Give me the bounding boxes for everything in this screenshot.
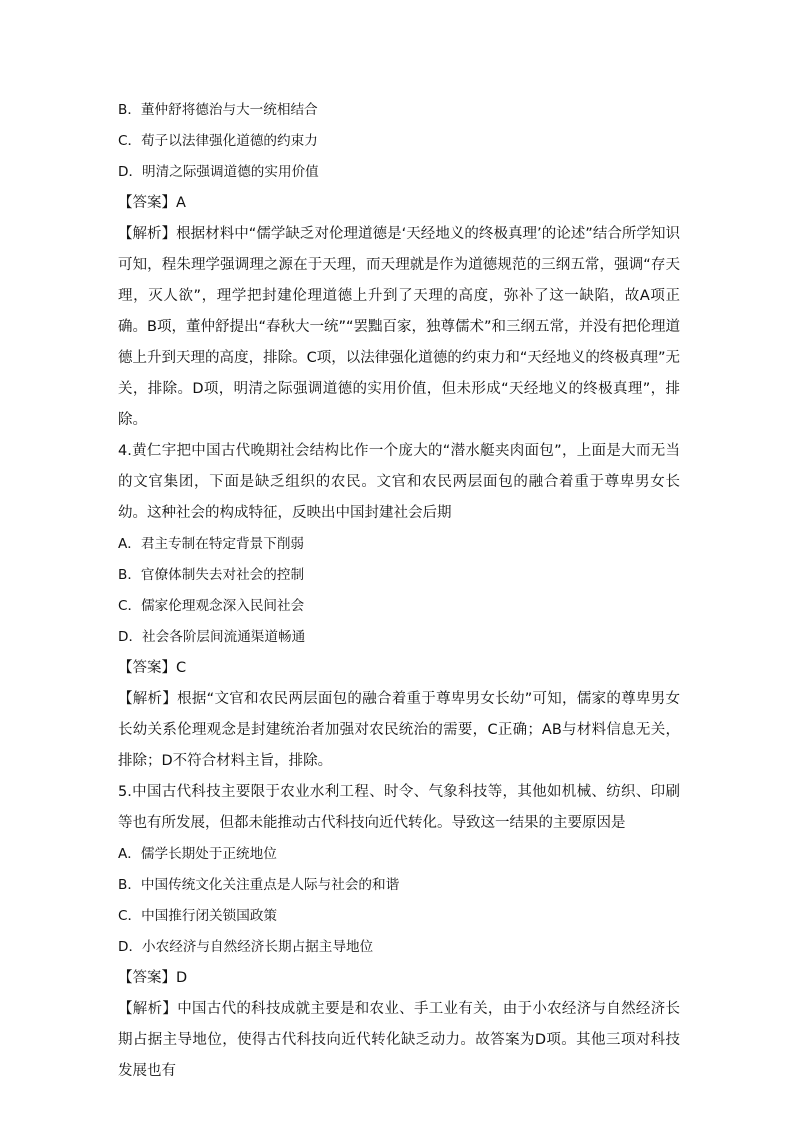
q3-option-b: B．董仲舒将德治与大一统相结合	[118, 102, 318, 118]
q5-option-d: D．小农经济与自然经济长期占据主导地位	[118, 939, 374, 955]
q4-option-d: D．社会各阶层间流通渠道畅通	[118, 629, 306, 645]
q4-option-c: C．儒家伦理观念深入民间社会	[118, 598, 305, 614]
q3-analysis: 【解析】根据材料中“儒学缺乏对伦理道德是‘天经地义的终极真理’的论述”结合所学知识可知，程朱理学强调理之源在于天理，而天理就是作为道德规范的三纲五常，强调“存天理，灭人欲”，理学把封建伦理道德上升到了天理的高度，弥补了这一缺陷，故A项正确。B项，董仲舒提出“春秋大一统”“罢黜百家，独尊儒术”和三纲五常，并没有把伦理道德上升到天理的高度，排除。C项，以法律强化道德的约束力和“天经地义的终极真理”无关，排除。D项，明清之际强调道德的实用价值，但未形成“天经地义的终极真理”，排除。	[118, 226, 680, 428]
q5-stem: 5.中国古代科技主要限于农业水利工程、时令、气象科技等，其他如机械、纺织、印刷等也有所发展，但都未能推动古代科技向近代转化。导致这一结果的主要原因是	[118, 784, 680, 831]
q3-option-d: D．明清之际强调道德的实用价值	[118, 164, 319, 180]
q5-answer: 【答案】D	[118, 970, 188, 986]
document-page	[118, 95, 680, 1087]
q5-option-a: A．儒学长期处于正统地位	[118, 846, 277, 862]
q4-stem: 4.黄仁宇把中国古代晚期社会结构比作一个庞大的“潜水艇夹肉面包”，上面是大而无当的文官集团，下面是缺乏组织的农民。文官和农民两层面包的融合着重于尊卑男女长幼。这种社会的构成特征，反映出中国封建社会后期	[118, 443, 680, 521]
q3-option-c: C．荀子以法律强化道德的约束力	[118, 133, 318, 149]
q5-option-b: B．中国传统文化关注重点是人际与社会的和谐	[118, 877, 400, 893]
q4-answer: 【答案】C	[118, 660, 187, 676]
q4-option-b: B．官僚体制失去对社会的控制	[118, 567, 305, 583]
q5-analysis: 【解析】中国古代的科技成就主要是和农业、手工业有关，由于小农经济与自然经济长期占据主导地位，使得古代科技向近代转化缺乏动力。故答案为D项。其他三项对科技发展也有	[118, 1001, 680, 1079]
q4-analysis: 【解析】根据“文官和农民两层面包的融合着重于尊卑男女长幼”可知，儒家的尊卑男女长幼关系伦理观念是封建统治者加强对农民统治的需要，C正确；AB与材料信息无关，排除；D不符合材料主旨，排除。	[118, 691, 680, 769]
q3-answer: 【答案】A	[118, 195, 186, 211]
q5-option-c: C．中国推行闭关锁国政策	[118, 908, 278, 924]
q4-option-a: A．君主专制在特定背景下削弱	[118, 536, 305, 552]
